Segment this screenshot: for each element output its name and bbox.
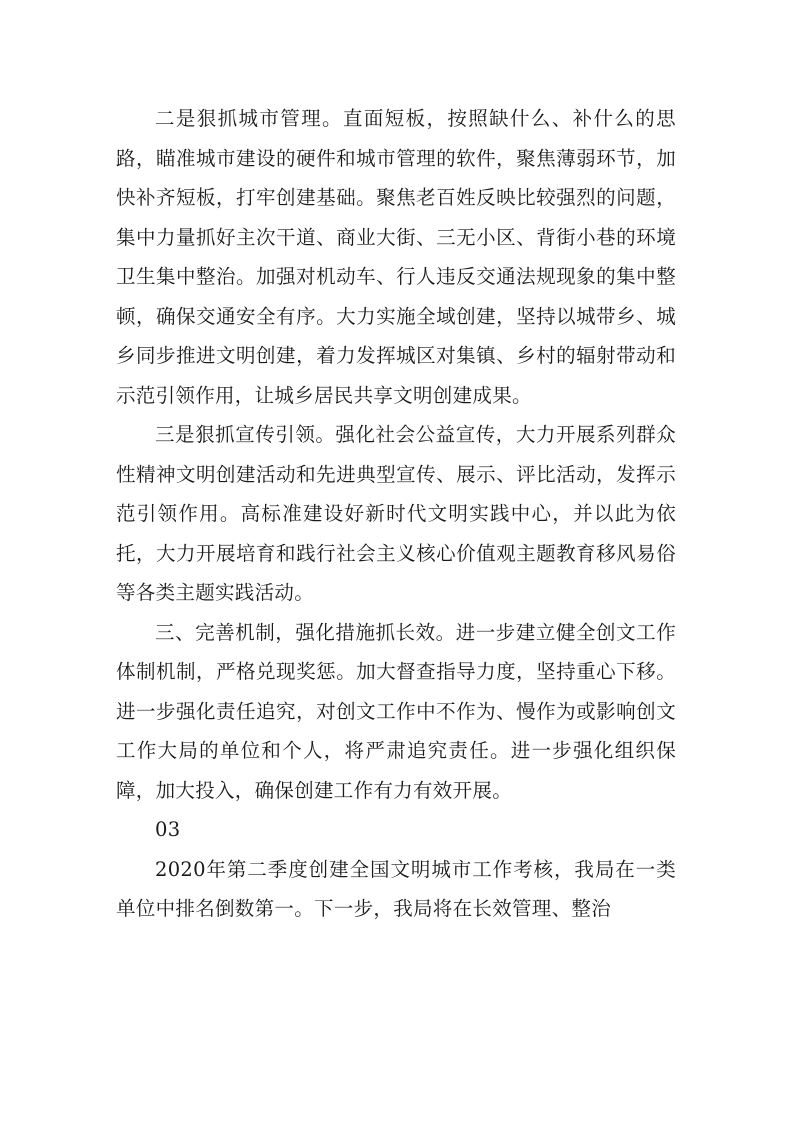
paragraph-assessment: 2020年第二季度创建全国文明城市工作考核，我局在一类单位中排名倒数第一。下一步，我局将在长效管理、整治 xyxy=(116,857,676,920)
paragraph-city-management: 二是狠抓城市管理。直面短板，按照缺什么、补什么的思路，瞄准城市建设的硬件和城市管理的软件，聚焦薄弱环节，加快补齐短板，打牢创建基础。聚焦老百姓反映比较强烈的问题，集中力量抓好主次干道、商业大街、三无小区、背街小巷的环境卫生集中整治。加强对机动车、行人违反交通法规现象的集中整顿，确保交通安全有序。大力实施全域创建，坚持以城带乡、城乡同步推进文明创建，着力发挥城区对集镇、乡村的辐射带动和示范引领作用，让城乡居民共享文明创建成果。 xyxy=(116,107,676,407)
paragraph-improve-mechanism: 三、完善机制，强化措施抓长效。进一步建立健全创文工作体制机制，严格兑现奖惩。加大督查指导力度，坚持重心下移。进一步强化责任追究，对创文工作中不作为、慢作为或影响创文工作大局的单位和个人，将严肃追究责任。进一步强化组织保障，加大投入，确保创建工作有力有效开展。 xyxy=(116,620,676,802)
section-number: 03 xyxy=(155,818,181,841)
document-body xyxy=(116,99,676,929)
paragraph-publicity-guidance: 三是狠抓宣传引领。强化社会公益宣传，大力开展系列群众性精神文明创建活动和先进典型宣传、展示、评比活动，发挥示范引领作用。高标准建设好新时代文明实践中心，并以此为依托，大力开展培育和践行社会主义核心价值观主题教育移风易俗等各类主题实践活动。 xyxy=(116,423,676,604)
